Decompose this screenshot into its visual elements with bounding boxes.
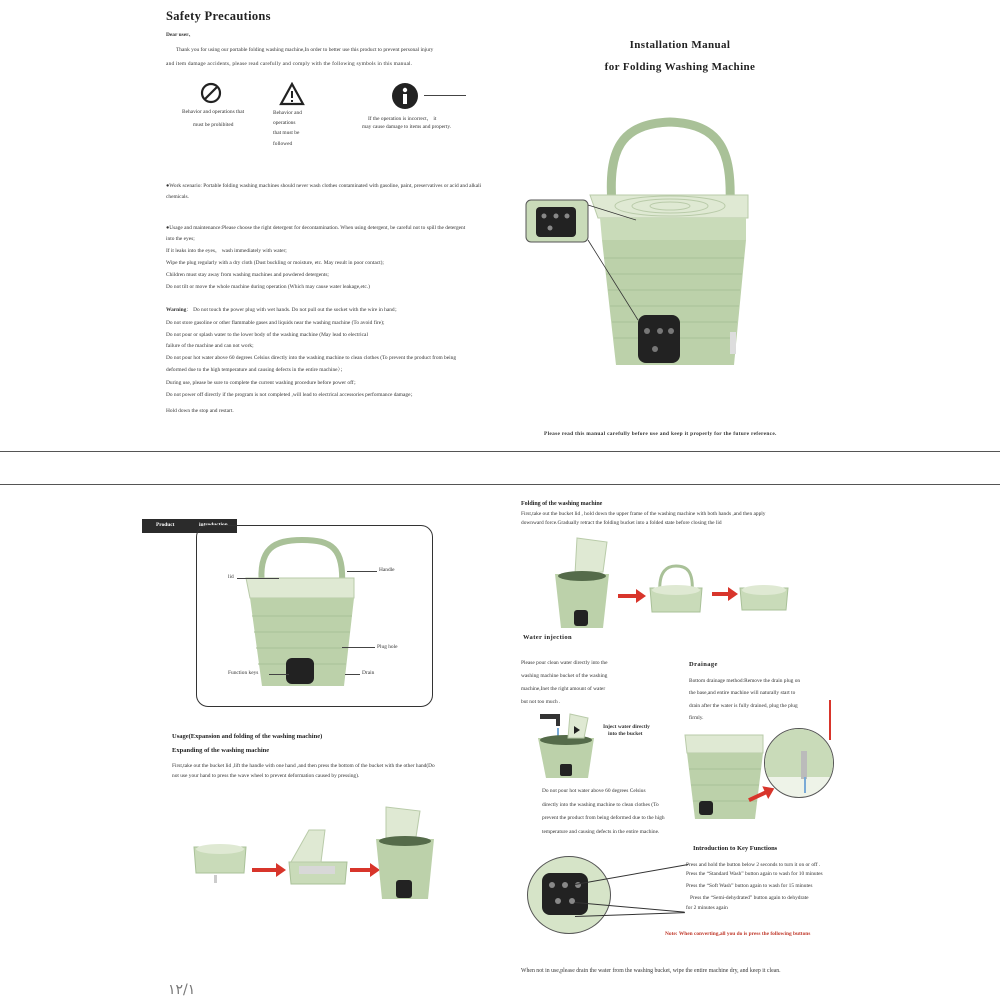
warning-7: During use, please be sure to complete the current washing procedure before power off； [166, 380, 359, 386]
water-injection-text-3: machine,Inet the right amount of water [521, 686, 606, 692]
expanding-arrow-1 [252, 868, 278, 872]
folding-step-2-half [648, 564, 704, 616]
safety-title: Safety Precautions [166, 9, 271, 23]
warning-label: Warning [166, 307, 187, 313]
usage-6: Do not tilt or move the whole machine during operation (Which may cause water leakage,etc.) [166, 284, 370, 290]
usage-section-title: Usage(Expansion and folding of the washing machine) [172, 733, 323, 740]
expanding-step-3-expanded [372, 805, 437, 905]
final-note: When not in use,please drain the water from the washing bucket, wipe the entire machine dry, and keep it clean. [521, 968, 781, 974]
label-function-keys-line [269, 674, 289, 675]
label-handle-line [347, 571, 377, 572]
water-injection-text-2: washing machine bucket of the washing [521, 673, 608, 679]
water-injection-title: Water injection [523, 634, 573, 641]
folding-step-3-folded [738, 580, 790, 616]
water-injection-text-1: Please pour clean water directly into the [521, 660, 608, 666]
folding-text-1: First,take out the bucket lid , hold down the upper frame of the washing machine with both hands ,and then apply [521, 511, 766, 517]
inject-label-1: Inject water directly [603, 724, 650, 730]
key-function-note: Note: When converting,all you do is press the following buttons [665, 931, 811, 937]
warning-line-1 [166, 307, 400, 314]
info-icon [391, 82, 419, 110]
product-intro-frame [196, 525, 433, 707]
product-intro-tab-1: Product [156, 522, 175, 528]
key-function-3: Press the “Soft Wash” button again to wash for 15 minutes [686, 883, 813, 889]
drainage-title: Drainage [689, 661, 718, 668]
drainage-red-pointer [829, 700, 831, 740]
divider-line-2 [0, 484, 1000, 485]
product-intro-tab-2: introduction [199, 522, 228, 528]
drainage-zoom-circle [764, 728, 834, 798]
warning-5: Do not pour hot water above 60 degrees Celsius directly into the washing machine to clean clothes (To prevent the product from being [166, 355, 457, 361]
work-scenario-2: chemicals. [166, 194, 189, 200]
label-plug-hole: Plug hole [377, 644, 398, 650]
symbol-followed-label-3: that must be [273, 130, 300, 136]
hot-water-text-4: temperature and causing defects in the entire machine. [542, 829, 660, 835]
water-injection-text-4: but not too much . [521, 699, 561, 705]
expanding-text-2: not use your hand to press the wave wheel to prevent deformation caused by pressing). [172, 773, 360, 779]
usage-2: into the eyes; [166, 236, 195, 242]
drainage-text-3: drain after the water is fully drained, plug the plug [689, 703, 798, 709]
expanding-title: Expanding of the washing machine [172, 747, 270, 754]
divider-line-1 [0, 451, 1000, 452]
symbol-info-label-1: If the operation is incorrect， it [368, 116, 437, 122]
folding-title: Folding of the washing machine [521, 501, 603, 507]
folding-step-1-expanded [547, 536, 617, 634]
safety-intro-2: and item damage accidents, please read carefully and comply with the following symbols in this manual. [166, 61, 413, 67]
inject-label-2: into the bucket [608, 731, 643, 737]
hot-water-text-3: prevent the product from being deformed due to the high [542, 815, 665, 821]
label-lid-line [237, 578, 279, 579]
machine-main-illustration [520, 110, 760, 410]
expanding-arrow-2 [350, 868, 372, 872]
expanding-step-1-folded [190, 835, 250, 885]
label-plug-hole-line [342, 647, 375, 648]
key-function-4: Press the “Semi-dehydrated” button again to dehydrate [690, 895, 809, 901]
warning-3: Do not pour or splash water to the lower body of the washing machine (May lead to electrical [166, 332, 368, 338]
safety-intro-1: Thank you for using our portable folding washing machine,In order to better use this product to prevent personal injury [176, 47, 434, 53]
key-function-5: for 2 minutes again [686, 905, 728, 911]
warning-8: Do not power off directly if the program is not completed ,will lead to electrical accessories performance damage； [166, 392, 416, 398]
inject-pointer-icon [574, 726, 580, 734]
warning-4: failure of the machine and can not work; [166, 343, 254, 349]
warning-9: Hold down the stop and restart. [166, 408, 234, 414]
key-function-1: Press and hold the button below 2 seconds to turn it on or off . [686, 862, 821, 868]
symbol-followed-label-1: Behavior and [273, 110, 302, 116]
control-panel-zoom [527, 856, 611, 934]
expanding-step-2-lid-open [285, 822, 350, 892]
expanding-text-1: First,take out the bucket lid ,lift the handle with one hand ,and then press the bottom of the bucket with the other hand(Do [172, 763, 435, 769]
usage-4: Wipe the plug regularly with a dry cloth (Dust buckling or moisture, etc. May result in poor contact); [166, 260, 384, 266]
warning-triangle-icon [279, 82, 305, 106]
page-number: ١٢/١ [168, 982, 196, 998]
folding-text-2: downward force.Gradually retract the folding bucket into a folded state before closing the lid [521, 520, 722, 526]
key-functions-title: Introduction to Key Functions [693, 845, 778, 852]
drainage-text-2: the base,and entire machine will naturally start to [689, 690, 796, 696]
drainage-machine-illustration [683, 729, 768, 824]
drainage-text-4: firmly. [689, 715, 704, 721]
label-drain-line [345, 674, 360, 675]
work-scenario-1: ●Work scenario: Portable folding washing machines should never wash clothes contaminated with gasoline, paint, preservatives or acid and alkali [166, 183, 482, 189]
warning-6: deformed due to the high temperature and causing defects in the entire machine）； [166, 367, 346, 373]
warning-2: Do not store gasoline or other flammable gases and liquids near the washing machine (To avoid fire); [166, 320, 385, 326]
usage-5: Children must stay away from washing machines and powdered detergents; [166, 272, 329, 278]
folding-arrow-1 [618, 594, 638, 598]
prohibited-icon [200, 82, 222, 104]
safety-greeting: Dear user、 [166, 32, 194, 38]
info-icon-leader-line [424, 95, 466, 96]
hot-water-text-2: directly into the washing machine to clean clothes (To [542, 802, 659, 808]
symbol-prohibited-label-2: must be prohibited [193, 122, 234, 128]
symbol-prohibited-label-1: Behavior and operations that [182, 109, 245, 115]
label-lid: lid [228, 574, 234, 580]
installation-title-1: Installation Manual [629, 39, 731, 51]
label-handle: Handle [379, 567, 395, 573]
drainage-text-1: Bottom drainage method:Remove the drain plug on [689, 678, 801, 684]
label-function-keys: Function keys [228, 670, 259, 676]
folding-arrow-2 [712, 592, 730, 596]
hot-water-text-1: Do not pour hot water above 60 degrees Celsius [542, 788, 646, 794]
installation-footer-note: Please read this manual carefully before use and keep it properly for the future reference. [544, 431, 777, 437]
symbol-info-label-2: may cause damage to items and property. [362, 124, 452, 130]
installation-title-2: for Folding Washing Machine [604, 61, 756, 73]
symbol-followed-label-4: followed [273, 141, 293, 147]
symbol-followed-label-2: operations [273, 120, 296, 126]
usage-3: If it leaks into the eyes， wash immediately with water; [166, 248, 287, 254]
key-function-2: Press the “Standard Wash” button again to wash for 10 minutes [686, 871, 823, 877]
water-injection-illustration [536, 712, 598, 780]
usage-1: ●Usage and maintenance:Please choose the right detergent for decontamination. When using detergent, be careful not to spill the detergent [166, 225, 466, 231]
warning-text-1: ： Do not touch the power plug with wet hands. Do not pull out the socket with the wire in hand； [186, 307, 401, 313]
label-drain: Drain [362, 670, 375, 676]
